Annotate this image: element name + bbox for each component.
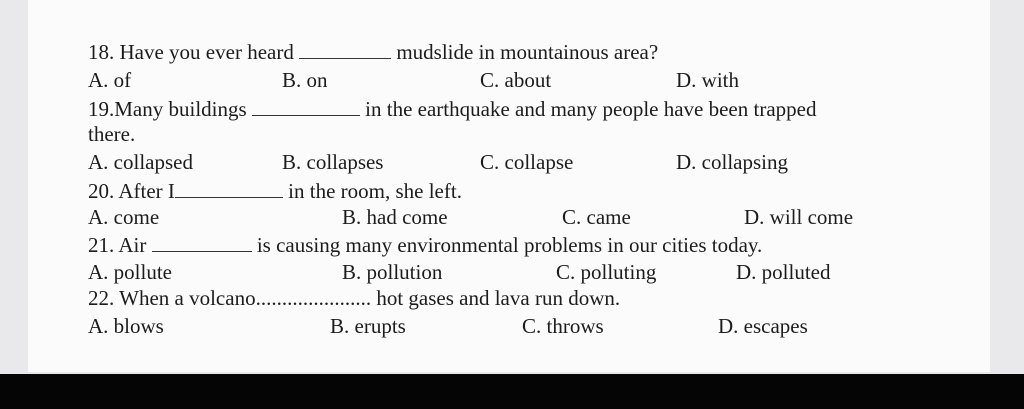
answer-blank [152, 237, 252, 252]
q20-option-c: C. came [562, 205, 631, 229]
question-text-after: is causing many environmental problems in our cities today. [256, 233, 763, 257]
question-number: 20. [88, 179, 115, 203]
answer-blank [299, 44, 391, 59]
q22-option-b: B. erupts [330, 314, 406, 338]
question-text-after: hot gases and lava run down. [376, 286, 621, 310]
q22-option-c: C. throws [522, 314, 604, 338]
question-text-before: Air [118, 233, 147, 257]
q19-option-b: B. collapses [282, 150, 384, 174]
q22-option-d: D. escapes [718, 314, 808, 338]
q21-option-d: D. polluted [736, 260, 831, 284]
question-number: 21. [88, 233, 115, 257]
q19-option-c: C. collapse [480, 150, 574, 174]
question-text-after: in the room, she left. [288, 179, 462, 203]
q21-option-b: B. pollution [342, 260, 443, 284]
q20-option-d: D. will come [744, 205, 854, 229]
q21-option-a: A. pollute [88, 260, 172, 284]
q18-option-c: C. about [480, 68, 552, 92]
q22-option-a: A. blows [88, 314, 164, 338]
question-19-stem-cont: there. [88, 122, 136, 146]
question-number: 19. [88, 97, 115, 121]
question-text-before: Many buildings [114, 97, 247, 121]
question-number: 22. [88, 286, 115, 310]
answer-blank [252, 101, 360, 116]
question-text-after: mudslide in mountainous area? [396, 40, 659, 64]
question-22-stem [88, 286, 620, 310]
q19-option-d: D. collapsing [676, 150, 788, 174]
q20-option-a: A. come [88, 205, 160, 229]
question-number: 18. [88, 40, 115, 64]
bottom-black-bar [0, 374, 1024, 409]
q19-option-a: A. collapsed [88, 150, 193, 174]
question-text-before: Have you ever heard [119, 40, 294, 64]
question-20-stem [88, 179, 462, 203]
question-18-stem [88, 40, 658, 64]
q18-option-a: A. of [88, 68, 132, 92]
q21-option-c: C. polluting [556, 260, 657, 284]
question-21-stem [88, 233, 762, 257]
q18-option-b: B. on [282, 68, 328, 92]
answer-dotted-blank: ...................... [255, 286, 372, 310]
answer-blank [175, 183, 283, 198]
q20-option-b: B. had come [342, 205, 448, 229]
question-19-stem [88, 97, 816, 121]
question-text-before: After I [118, 179, 175, 203]
q18-option-d: D. with [676, 68, 739, 92]
question-text-after: in the earthquake and many people have been trapped [365, 97, 817, 121]
question-text-before: When a volcano [119, 286, 256, 310]
